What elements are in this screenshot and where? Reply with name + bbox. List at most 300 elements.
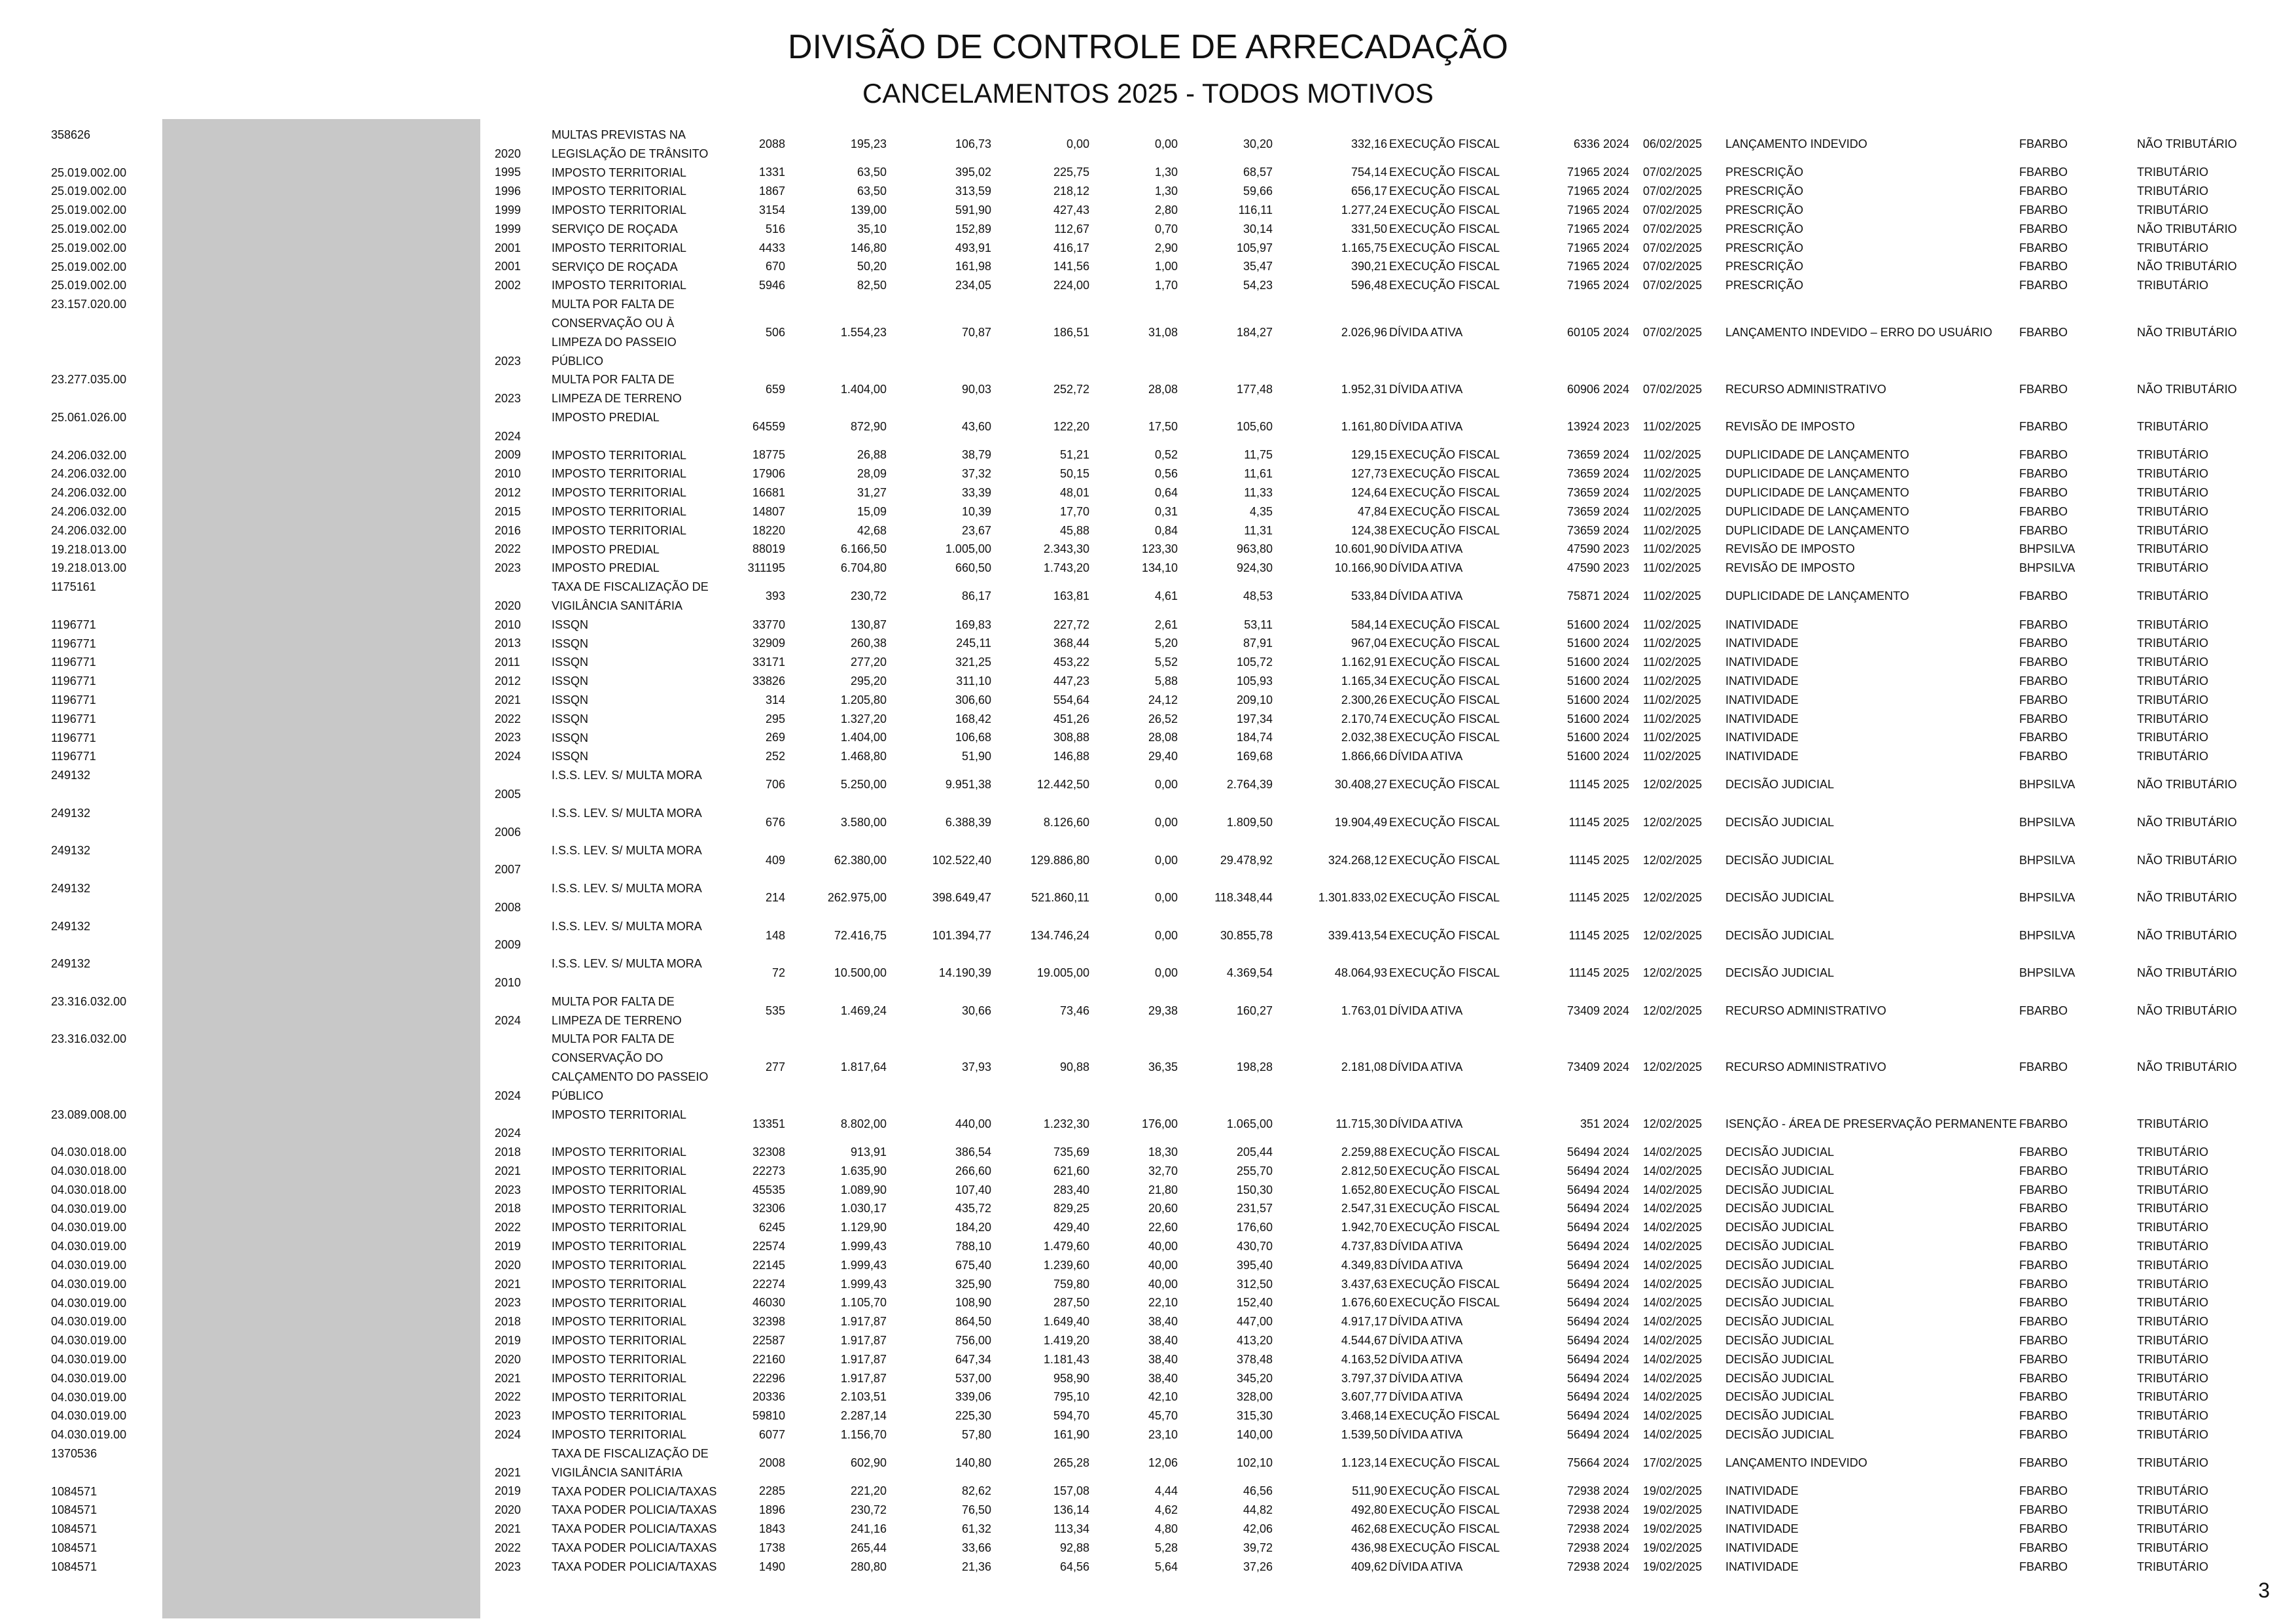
cell-num: 2008: [758, 1456, 785, 1470]
cell-num: 269: [765, 731, 785, 744]
cell-id: 1196771: [51, 674, 96, 688]
cell-id: 24.206.032.00: [51, 486, 127, 500]
cell-proc-year: 2024: [1603, 1560, 1630, 1573]
table-row: [0, 616, 2296, 635]
cell-proc: 71965: [1566, 184, 1600, 198]
cell-v5: 30,20: [1243, 137, 1273, 151]
cell-proc-year: 2024: [1603, 448, 1630, 462]
cell-proc-year: 2024: [1603, 712, 1630, 725]
cell-date: 11/02/2025: [1643, 618, 1701, 631]
cell-year: 2020: [495, 1258, 521, 1272]
cell-num: 13351: [752, 1117, 785, 1130]
table-row: [0, 1369, 2296, 1388]
cell-tipo: TRIBUTÁRIO: [2137, 693, 2209, 707]
cell-status: EXECUÇÃO FISCAL: [1389, 731, 1500, 744]
cell-v3: 73,46: [1059, 1004, 1089, 1018]
cell-v1: 1.554,23: [840, 326, 887, 340]
cell-date: 07/02/2025: [1643, 203, 1703, 217]
cell-year: 2016: [495, 523, 521, 537]
cell-total: 1.277,24: [1341, 203, 1387, 217]
cell-id: 1196771: [51, 618, 96, 631]
cell-v5: 963,80: [1236, 542, 1273, 556]
cell-description-line: TAXA DE FISCALIZAÇÃO DE: [552, 580, 709, 594]
cell-v1: 26,88: [857, 448, 887, 462]
cell-num: 1843: [758, 1522, 785, 1536]
cell-v4: 0,00: [1154, 137, 1178, 151]
cell-v1: 1.089,90: [840, 1183, 887, 1196]
cell-num: 148: [765, 928, 785, 942]
cell-total: 492,80: [1351, 1503, 1387, 1517]
cell-v4: 29,38: [1148, 1004, 1178, 1018]
cell-v2: 864,50: [955, 1315, 991, 1329]
cell-status: DÍVIDA ATIVA: [1389, 1315, 1463, 1329]
cell-proc: 11145: [1568, 928, 1600, 942]
cell-id: 04.030.019.00: [51, 1409, 127, 1423]
cell-tipo: TRIBUTÁRIO: [2137, 241, 2209, 254]
cell-total: 1.161,80: [1341, 420, 1387, 434]
cell-id: 23.316.032.00: [51, 1032, 127, 1046]
cell-v3: 51,21: [1059, 448, 1089, 462]
cell-v1: 5.250,00: [840, 778, 887, 792]
cell-v2: 57,80: [961, 1428, 991, 1442]
cell-motivo: DECISÃO JUDICIAL: [1725, 1296, 1835, 1310]
cell-v5: 30.855,78: [1220, 928, 1273, 942]
cell-date: 19/02/2025: [1643, 1503, 1703, 1517]
cell-num: 6077: [758, 1428, 785, 1442]
cell-v2: 386,54: [955, 1145, 991, 1159]
cell-v1: 2.287,14: [840, 1409, 887, 1423]
cell-status: EXECUÇÃO FISCAL: [1389, 928, 1500, 942]
cell-id: 24.206.032.00: [51, 523, 127, 537]
cell-proc: 72938: [1566, 1522, 1600, 1536]
cell-v3: 2.343,30: [1043, 542, 1089, 556]
cell-v4: 45,70: [1148, 1409, 1178, 1423]
cell-num: 2285: [758, 1484, 785, 1498]
cell-user: FBARBO: [2019, 260, 2068, 273]
cell-status: EXECUÇÃO FISCAL: [1389, 1183, 1500, 1196]
cell-date: 14/02/2025: [1643, 1183, 1703, 1196]
cell-year: 2010: [495, 467, 521, 481]
cell-v1: 241,16: [850, 1522, 887, 1536]
cell-proc: 75871: [1566, 589, 1600, 603]
cell-status: EXECUÇÃO FISCAL: [1389, 166, 1500, 179]
cell-v4: 22,10: [1148, 1296, 1178, 1310]
cell-v5: 44,82: [1243, 1503, 1273, 1517]
cell-v2: 306,60: [955, 693, 991, 707]
cell-description-line: IMPOSTO TERRITORIAL: [552, 1202, 687, 1215]
cell-total: 124,64: [1351, 486, 1387, 500]
cell-motivo: LANÇAMENTO INDEVIDO – ERRO DO USUÁRIO: [1725, 326, 1992, 340]
cell-year: 2021: [495, 1164, 521, 1178]
cell-proc-year: 2023: [1603, 561, 1630, 575]
table-row: [0, 1331, 2296, 1350]
cell-id: 25.061.026.00: [51, 411, 127, 424]
cell-tipo: TRIBUTÁRIO: [2137, 279, 2209, 292]
cell-description-line: I.S.S. LEV. S/ MULTA MORA: [552, 769, 702, 782]
cell-v5: 105,72: [1236, 655, 1273, 669]
cell-v3: 92,88: [1059, 1541, 1089, 1554]
cell-status: EXECUÇÃO FISCAL: [1389, 486, 1500, 500]
cell-date: 19/02/2025: [1643, 1522, 1703, 1536]
cell-proc: 56494: [1566, 1258, 1600, 1272]
cell-v4: 24,12: [1148, 693, 1178, 707]
cell-year: 1995: [495, 166, 521, 179]
cell-description-line: MULTA POR FALTA DE: [552, 298, 675, 311]
cell-motivo: INATIVIDADE: [1725, 750, 1799, 763]
cell-total: 533,84: [1351, 589, 1387, 603]
cell-status: EXECUÇÃO FISCAL: [1389, 448, 1500, 462]
cell-total: 1.942,70: [1341, 1221, 1387, 1234]
cell-v5: 4.369,54: [1226, 966, 1273, 980]
cell-year: 2007: [495, 863, 521, 877]
cell-v1: 230,72: [850, 1503, 887, 1517]
cell-tipo: NÃO TRIBUTÁRIO: [2137, 778, 2237, 792]
cell-v3: 157,08: [1053, 1484, 1089, 1498]
cell-year: 1996: [495, 184, 521, 198]
cell-v2: 90,03: [961, 382, 991, 396]
table-row: [0, 1218, 2296, 1237]
table-row: [0, 258, 2296, 277]
cell-v5: 29.478,92: [1220, 853, 1273, 867]
cell-v5: 11,75: [1244, 448, 1273, 462]
cell-motivo: DECISÃO JUDICIAL: [1725, 1183, 1835, 1196]
cell-v2: 225,30: [955, 1409, 991, 1423]
cell-v1: 146,80: [850, 241, 887, 254]
cell-description-line: IMPOSTO TERRITORIAL: [552, 1240, 687, 1253]
cell-proc-year: 2024: [1603, 279, 1630, 292]
cell-user: FBARBO: [2019, 731, 2068, 744]
cell-proc: 6336: [1573, 137, 1600, 151]
cell-v5: 11,61: [1244, 467, 1273, 481]
cell-tipo: TRIBUTÁRIO: [2137, 1456, 2209, 1470]
cell-tipo: TRIBUTÁRIO: [2137, 1522, 2209, 1536]
cell-user: FBARBO: [2019, 674, 2068, 688]
table-row: [0, 1181, 2296, 1200]
cell-proc-year: 2024: [1603, 222, 1630, 236]
cell-proc-year: 2024: [1603, 260, 1630, 273]
cell-total: 754,14: [1351, 166, 1387, 179]
cell-v4: 38,40: [1148, 1334, 1178, 1348]
cell-description-line: I.S.S. LEV. S/ MULTA MORA: [552, 957, 702, 971]
cell-date: 14/02/2025: [1643, 1428, 1703, 1442]
cell-total: 1.763,01: [1341, 1004, 1387, 1018]
cell-description-line: IMPOSTO TERRITORIAL: [552, 184, 687, 198]
cell-date: 07/02/2025: [1643, 382, 1703, 396]
cell-v2: 339,06: [955, 1390, 991, 1404]
table-row: [0, 1501, 2296, 1520]
cell-id: 1196771: [51, 712, 96, 725]
cell-v4: 40,00: [1148, 1277, 1178, 1291]
cell-date: 07/02/2025: [1643, 241, 1703, 254]
cell-date: 07/02/2025: [1643, 326, 1703, 340]
cell-v2: 1.005,00: [945, 542, 991, 556]
cell-v1: 230,72: [850, 589, 887, 603]
cell-num: 22145: [752, 1258, 785, 1272]
cell-total: 339.413,54: [1328, 928, 1387, 942]
cell-tipo: TRIBUTÁRIO: [2137, 1371, 2209, 1385]
cell-tipo: TRIBUTÁRIO: [2137, 1334, 2209, 1348]
cell-status: EXECUÇÃO FISCAL: [1389, 1522, 1500, 1536]
table-row: [0, 446, 2296, 465]
cell-date: 12/02/2025: [1643, 966, 1703, 980]
cell-v2: 169,83: [955, 618, 991, 631]
cell-date: 11/02/2025: [1643, 589, 1701, 603]
cell-total: 436,98: [1351, 1541, 1387, 1554]
table-row: [0, 747, 2296, 766]
cell-total: 1.301.833,02: [1318, 891, 1387, 905]
cell-id: 249132: [51, 882, 91, 895]
cell-v3: 252,72: [1053, 382, 1089, 396]
cell-v2: 395,02: [955, 166, 991, 179]
cell-date: 17/02/2025: [1643, 1456, 1703, 1470]
cell-proc: 56494: [1566, 1371, 1600, 1385]
cell-user: FBARBO: [2019, 693, 2068, 707]
cell-date: 11/02/2025: [1643, 448, 1701, 462]
cell-motivo: DUPLICIDADE DE LANÇAMENTO: [1725, 523, 1909, 537]
cell-total: 2.170,74: [1341, 712, 1387, 725]
cell-proc-year: 2024: [1603, 589, 1630, 603]
cell-year: 2001: [495, 241, 521, 254]
cell-proc: 73659: [1566, 448, 1600, 462]
cell-total: 2.259,88: [1341, 1145, 1387, 1159]
cell-description-line: IMPOSTO TERRITORIAL: [552, 448, 687, 462]
cell-v3: 451,26: [1053, 712, 1089, 725]
cell-year: 2011: [495, 655, 520, 669]
cell-proc: 71965: [1566, 203, 1600, 217]
cell-date: 11/02/2025: [1643, 731, 1701, 744]
cell-date: 14/02/2025: [1643, 1258, 1703, 1272]
cell-proc-year: 2024: [1603, 1258, 1630, 1272]
cell-num: 20336: [752, 1390, 785, 1404]
cell-total: 2.300,26: [1341, 693, 1387, 707]
cell-year: 2008: [495, 900, 521, 914]
cell-user: FBARBO: [2019, 1004, 2068, 1018]
table-row: [0, 1406, 2296, 1425]
cell-id: 24.206.032.00: [51, 467, 127, 481]
cell-year: 2020: [495, 1352, 521, 1366]
cell-num: 252: [765, 750, 785, 763]
cell-description-line: IMPOSTO PREDIAL: [552, 542, 660, 556]
cell-description-line: IMPOSTO TERRITORIAL: [552, 279, 687, 292]
cell-motivo: DUPLICIDADE DE LANÇAMENTO: [1725, 486, 1909, 500]
cell-v5: 184,74: [1236, 731, 1273, 744]
cell-proc-year: 2024: [1603, 486, 1630, 500]
cell-id: 04.030.019.00: [51, 1202, 127, 1215]
cell-description-line: SERVIÇO DE ROÇADA: [552, 222, 678, 236]
cell-id: 04.030.019.00: [51, 1259, 127, 1272]
cell-year: 2021: [495, 1371, 521, 1385]
cell-v2: 106,68: [955, 731, 991, 744]
cell-v3: 141,56: [1053, 260, 1089, 273]
cell-proc-year: 2024: [1603, 655, 1630, 669]
cell-v4: 31,08: [1148, 326, 1178, 340]
cell-status: EXECUÇÃO FISCAL: [1389, 260, 1500, 273]
cell-status: EXECUÇÃO FISCAL: [1389, 1164, 1500, 1178]
cell-v1: 1.404,00: [840, 382, 887, 396]
cell-user: FBARBO: [2019, 222, 2068, 236]
table-row: [0, 1200, 2296, 1219]
cell-date: 11/02/2025: [1643, 674, 1701, 688]
cell-tipo: TRIBUTÁRIO: [2137, 1484, 2209, 1498]
cell-v3: 265,28: [1053, 1456, 1089, 1470]
cell-tipo: TRIBUTÁRIO: [2137, 561, 2209, 575]
cell-proc-year: 2024: [1603, 504, 1630, 518]
cell-num: 5946: [758, 279, 785, 292]
cell-v2: 101.394,77: [932, 928, 991, 942]
cell-date: 11/02/2025: [1643, 523, 1701, 537]
cell-v4: 176,00: [1141, 1117, 1178, 1130]
cell-v3: 521.860,11: [1031, 891, 1089, 905]
cell-v2: 788,10: [955, 1240, 991, 1253]
cell-user: FBARBO: [2019, 166, 2068, 179]
cell-total: 1.652,80: [1341, 1183, 1387, 1196]
cell-id: 25.019.002.00: [51, 260, 127, 273]
cell-year: 2023: [495, 561, 521, 575]
cell-v4: 4,80: [1154, 1522, 1178, 1536]
cell-proc-year: 2024: [1603, 618, 1630, 631]
cell-id: 358626: [51, 128, 91, 141]
cell-v4: 40,00: [1148, 1240, 1178, 1253]
cell-year: 1999: [495, 222, 521, 236]
cell-description-line: IMPOSTO TERRITORIAL: [552, 1259, 687, 1272]
cell-proc: 56494: [1566, 1390, 1600, 1404]
cell-motivo: PRESCRIÇÃO: [1725, 260, 1804, 273]
cell-proc-year: 2024: [1603, 674, 1630, 688]
cell-v2: 21,36: [961, 1560, 991, 1573]
cell-total: 1.162,91: [1341, 655, 1387, 669]
cell-v2: 398.649,47: [932, 891, 991, 905]
cell-num: 46030: [752, 1296, 785, 1310]
cell-year: 2019: [495, 1240, 521, 1253]
cell-v3: 621,60: [1053, 1164, 1089, 1178]
table-row: [0, 653, 2296, 672]
cell-id: 19.218.013.00: [51, 542, 127, 556]
cell-date: 12/02/2025: [1643, 1060, 1703, 1074]
cell-id: 25.019.002.00: [51, 203, 127, 217]
cell-v2: 647,34: [955, 1352, 991, 1366]
cell-description-line: I.S.S. LEV. S/ MULTA MORA: [552, 919, 702, 933]
cell-v1: 1.404,00: [840, 731, 887, 744]
cell-proc: 51600: [1566, 731, 1600, 744]
cell-proc: 11145: [1568, 816, 1600, 829]
cell-motivo: DECISÃO JUDICIAL: [1725, 1315, 1835, 1329]
cell-motivo: DECISÃO JUDICIAL: [1725, 1258, 1835, 1272]
cell-total: 4.917,17: [1341, 1315, 1387, 1329]
cell-v5: 118.348,44: [1214, 891, 1273, 905]
cell-total: 19.904,49: [1334, 816, 1387, 829]
cell-v2: 14.190,39: [938, 966, 991, 980]
cell-v1: 72.416,75: [834, 928, 887, 942]
cell-id: 04.030.018.00: [51, 1164, 127, 1178]
cell-user: FBARBO: [2019, 1164, 2068, 1178]
cell-user: FBARBO: [2019, 1371, 2068, 1385]
cell-proc: 51600: [1566, 655, 1600, 669]
cell-num: 1867: [758, 184, 785, 198]
cell-description-line: IMPOSTO TERRITORIAL: [552, 1409, 687, 1423]
table-row: [0, 220, 2296, 239]
cell-v3: 112,67: [1054, 222, 1089, 236]
cell-tipo: TRIBUTÁRIO: [2137, 1145, 2209, 1159]
cell-motivo: DECISÃO JUDICIAL: [1725, 966, 1835, 980]
cell-v3: 1.419,20: [1043, 1334, 1089, 1348]
cell-status: EXECUÇÃO FISCAL: [1389, 467, 1500, 481]
cell-motivo: DECISÃO JUDICIAL: [1725, 891, 1835, 905]
cell-id: 04.030.019.00: [51, 1428, 127, 1442]
cell-proc: 73659: [1566, 486, 1600, 500]
cell-v4: 36,35: [1148, 1060, 1178, 1074]
cell-year: 2005: [495, 787, 521, 801]
cell-id: 1196771: [51, 693, 96, 707]
cell-status: DÍVIDA ATIVA: [1389, 1334, 1463, 1348]
cell-tipo: NÃO TRIBUTÁRIO: [2137, 382, 2237, 396]
cell-motivo: INATIVIDADE: [1725, 674, 1799, 688]
cell-year: 2006: [495, 825, 521, 839]
cell-description-line: ISSQN: [552, 712, 589, 725]
table-row: [0, 954, 2296, 992]
cell-motivo: ISENÇÃO - ÁREA DE PRESERVAÇÃO PERMANENTE: [1725, 1117, 2017, 1130]
cell-id: 25.019.002.00: [51, 184, 127, 198]
cell-proc: 56494: [1566, 1315, 1600, 1329]
cell-total: 1.866,66: [1341, 750, 1387, 763]
cell-description-line: TAXA DE FISCALIZAÇÃO DE: [552, 1447, 709, 1460]
cell-v5: 447,00: [1236, 1315, 1273, 1329]
cell-v2: 325,90: [955, 1277, 991, 1291]
cell-num: 516: [765, 222, 785, 236]
cell-status: DÍVIDA ATIVA: [1389, 1117, 1463, 1130]
cell-proc-year: 2023: [1603, 420, 1630, 434]
cell-motivo: INATIVIDADE: [1725, 1503, 1799, 1517]
cell-total: 1.952,31: [1341, 382, 1387, 396]
cell-motivo: DECISÃO JUDICIAL: [1725, 1334, 1835, 1348]
cell-description-line: IMPOSTO PREDIAL: [552, 411, 660, 424]
cell-total: 11.715,30: [1335, 1117, 1387, 1130]
cell-year: 2023: [495, 392, 521, 406]
table-row: [0, 1312, 2296, 1331]
cell-user: FBARBO: [2019, 241, 2068, 254]
cell-status: EXECUÇÃO FISCAL: [1389, 1277, 1500, 1291]
cell-v4: 123,30: [1141, 542, 1178, 556]
cell-user: BHPSILVA: [2019, 778, 2075, 792]
cell-v3: 19.005,00: [1036, 966, 1089, 980]
cell-v1: 6.166,50: [840, 542, 887, 556]
cell-v5: 924,30: [1236, 561, 1273, 575]
cell-num: 33826: [752, 674, 785, 688]
cell-v4: 1,70: [1154, 279, 1178, 292]
cell-v4: 28,08: [1148, 731, 1178, 744]
cell-description-line: IMPOSTO TERRITORIAL: [552, 1277, 687, 1291]
cell-id: 1196771: [51, 731, 96, 744]
cell-total: 3.468,14: [1341, 1409, 1387, 1423]
cell-year: 2009: [495, 448, 521, 462]
cell-description-line: LIMPEZA DO PASSEIO: [552, 335, 677, 349]
cell-description-line: ISSQN: [552, 618, 589, 631]
cell-id: 24.206.032.00: [51, 505, 127, 518]
cell-v4: 28,08: [1148, 382, 1178, 396]
cell-num: 295: [765, 712, 785, 725]
cell-year: 2022: [495, 1541, 521, 1554]
cell-v5: 68,57: [1243, 166, 1273, 179]
cell-v3: 224,00: [1053, 279, 1089, 292]
cell-user: FBARBO: [2019, 1560, 2068, 1573]
cell-status: EXECUÇÃO FISCAL: [1389, 816, 1500, 829]
cell-status: EXECUÇÃO FISCAL: [1389, 637, 1500, 650]
table-row: [0, 164, 2296, 183]
cell-proc-year: 2024: [1603, 637, 1630, 650]
cell-status: EXECUÇÃO FISCAL: [1389, 504, 1500, 518]
cell-v2: 37,93: [961, 1060, 991, 1074]
cell-v4: 0,00: [1154, 966, 1178, 980]
cell-v5: 87,91: [1243, 637, 1273, 650]
